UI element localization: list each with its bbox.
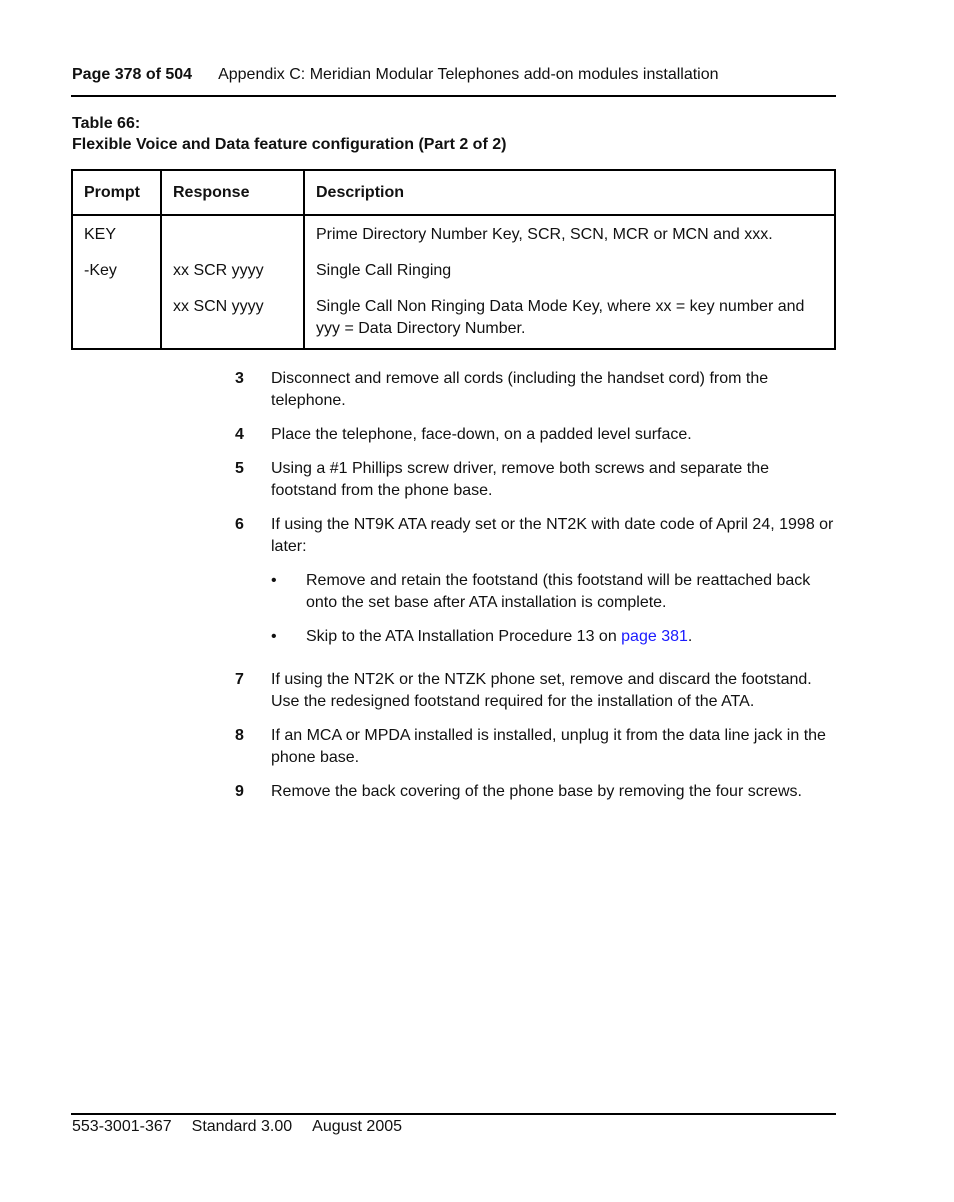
step-text: Place the telephone, face-down, on a padded level surface. xyxy=(271,426,692,443)
bullet-text-with-link xyxy=(306,626,835,648)
step-text: If an MCA or MPDA installed is installed, unplug it from the data line jack in the phone base. xyxy=(271,727,826,766)
header-title: Appendix C: Meridian Modular Telephones add-on modules installation xyxy=(218,66,719,83)
procedure-steps xyxy=(235,368,835,815)
cell-response: xx SCN yyyy xyxy=(161,282,304,349)
table-row xyxy=(72,215,835,246)
page-footer xyxy=(72,1118,422,1136)
step-8 xyxy=(235,725,835,769)
page-number: Page 378 of 504 xyxy=(72,66,193,83)
bullet-icon: • xyxy=(271,628,277,645)
step-3 xyxy=(235,368,835,412)
publish-date: August 2005 xyxy=(312,1118,403,1135)
page-header xyxy=(72,66,719,84)
bullet-text: Remove and retain the footstand (this footstand will be reattached back onto the set base after ATA installation is complete. xyxy=(306,572,811,611)
step-number: 9 xyxy=(235,783,244,800)
step-number: 8 xyxy=(235,727,244,744)
step-7 xyxy=(235,669,835,713)
step-number: 5 xyxy=(235,460,244,477)
bullet-text-end: . xyxy=(687,628,693,645)
cell-response xyxy=(161,215,304,246)
step-text: Using a #1 Phillips screw driver, remove both screws and separate the footstand from the phone base. xyxy=(271,460,770,499)
cell-prompt: -Key xyxy=(72,246,161,282)
col-header-prompt: Prompt xyxy=(72,170,161,215)
config-table xyxy=(71,169,836,350)
header-rule xyxy=(71,95,836,97)
col-header-response: Response xyxy=(161,170,304,215)
col-header-description: Description xyxy=(304,170,835,215)
step-6 xyxy=(235,514,835,648)
doc-number: 553-3001-367 xyxy=(72,1118,172,1135)
bullet-item xyxy=(235,626,835,648)
step-text: If using the NT9K ATA ready set or the NT2K with date code of April 24, 1998 or later: xyxy=(271,516,834,555)
cell-prompt xyxy=(72,282,161,349)
table-row xyxy=(72,282,835,349)
table-caption: Flexible Voice and Data feature configuration (Part 2 of 2) xyxy=(72,136,507,153)
page-link[interactable]: page 381 xyxy=(621,628,688,645)
step-number: 6 xyxy=(235,516,244,533)
cell-description: Single Call Non Ringing Data Mode Key, where xx = key number and yyy = Data Directory Number. xyxy=(304,282,835,349)
step-number: 4 xyxy=(235,426,244,443)
cell-description: Prime Directory Number Key, SCR, SCN, MCR or MCN and xxx. xyxy=(304,215,835,246)
bullet-icon: • xyxy=(271,572,277,589)
standard-version: Standard 3.00 xyxy=(191,1118,293,1135)
bullet-text: Skip to the ATA Installation Procedure 13 on xyxy=(306,628,622,645)
step-number: 7 xyxy=(235,671,244,688)
table-header-row xyxy=(72,170,835,215)
footer-rule xyxy=(71,1113,836,1115)
cell-prompt: KEY xyxy=(72,215,161,246)
table-label: Table 66: xyxy=(72,115,141,132)
step-4 xyxy=(235,424,835,446)
cell-description: Single Call Ringing xyxy=(304,246,835,282)
step-text: Disconnect and remove all cords (including the handset cord) from the telephone. xyxy=(271,370,769,409)
cell-response: xx SCR yyyy xyxy=(161,246,304,282)
step-number: 3 xyxy=(235,370,244,387)
step-9 xyxy=(235,781,835,803)
step-text: If using the NT2K or the NTZK phone set, remove and discard the footstand. Use the redesigned footstand required for the installation of the ATA. xyxy=(271,671,812,710)
table-row xyxy=(72,246,835,282)
step-text: Remove the back covering of the phone base by removing the four screws. xyxy=(271,783,802,800)
step-5 xyxy=(235,458,835,502)
bullet-item xyxy=(235,570,835,614)
